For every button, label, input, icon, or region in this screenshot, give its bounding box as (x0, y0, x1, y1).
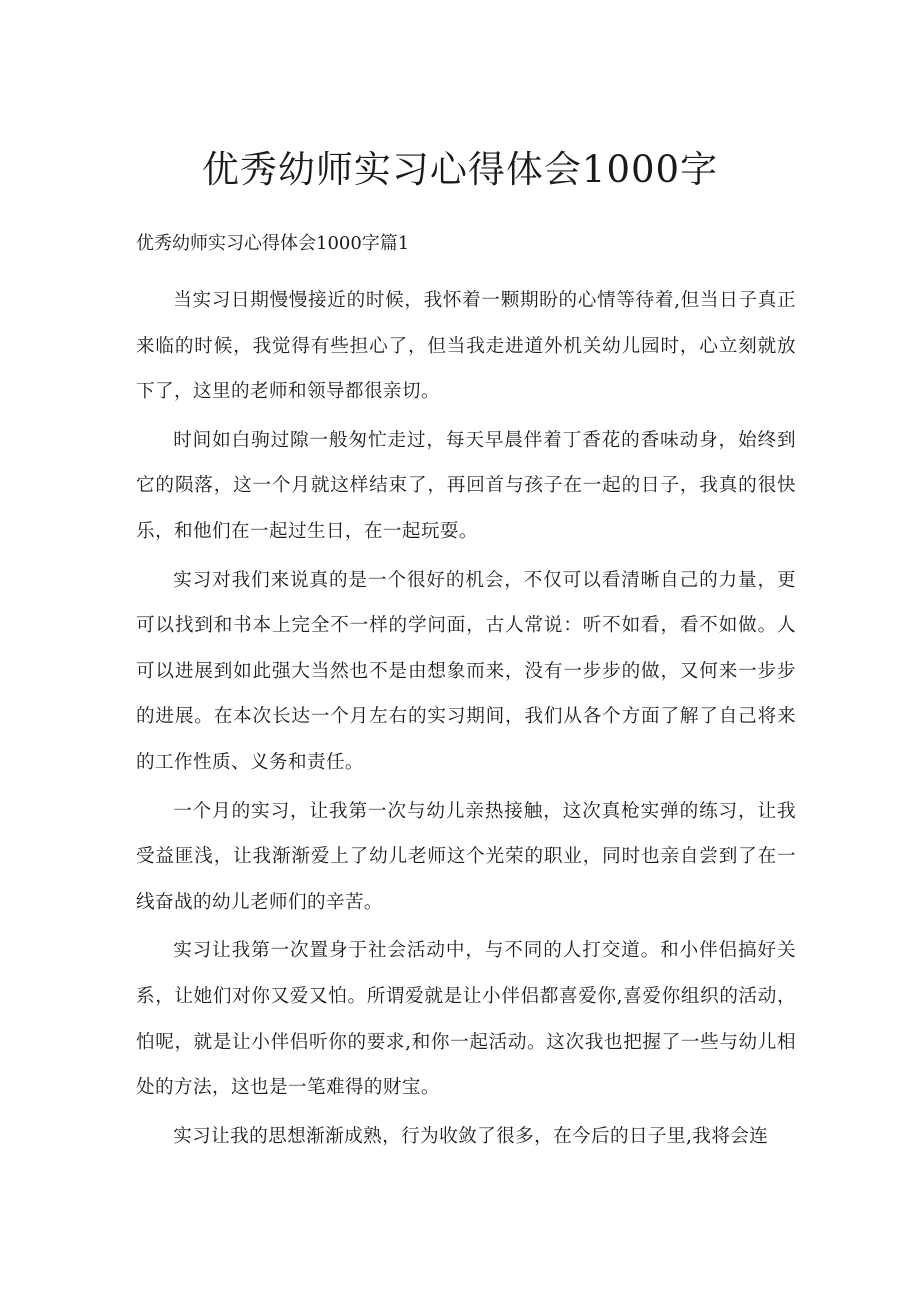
document-title: 优秀幼师实习心得体会1000字 (201, 148, 719, 191)
paragraph: 时间如白驹过隙一般匆忙走过，每天早晨伴着丁香花的香味动身，始终到它的陨落，这一个月就这样结束了，再回首与孩子在一起的日子，我真的很快乐，和他们在一起过生日，在一起玩耍。 (136, 429, 796, 542)
paragraph: 当实习日期慢慢接近的时候，我怀着一颗期盼的心情等待着,但当日子真正来临的时候，我觉得有些担心了，但当我走进道外机关幼儿园时，心立刻就放下了，这里的老师和领导都很亲切。 (136, 290, 796, 403)
paragraph: 一个月的实习，让我第一次与幼儿亲热接触，这次真枪实弹的练习，让我受益匪浅，让我渐渐爱上了幼儿老师这个光荣的职业，同时也亲自尝到了在一线奋战的幼儿老师们的辛苦。 (136, 800, 796, 913)
document-body (136, 278, 796, 1159)
section-heading: 优秀幼师实习心得体会1000字篇1 (136, 233, 410, 254)
paragraph: 实习让我的思想渐渐成熟，行为收敛了很多，在今后的日子里,我将会连 (173, 1125, 769, 1147)
paragraph: 实习对我们来说真的是一个很好的机会，不仅可以看清晰自己的力量，更可以找到和书本上完全不一样的学问面，古人常说：听不如看，看不如做。人可以进展到如此强大当然也不是由想象而来，没有一步步的做，又何来一步步的进展。在本次长达一个月左右的实习期间，我们从各个方面了解了自己将来的工作性质、义务和责任。 (136, 569, 796, 773)
paragraph: 实习让我第一次置身于社会活动中，与不同的人打交道。和小伴侣搞好关系，让她们对你又爱又怕。所谓爱就是让小伴侣都喜爱你,喜爱你组织的活动，怕呢，就是让小伴侣听你的要求,和你一起活动。这次我也把握了一些与幼儿相处的方法，这也是一笔难得的财宝。 (136, 940, 796, 1099)
